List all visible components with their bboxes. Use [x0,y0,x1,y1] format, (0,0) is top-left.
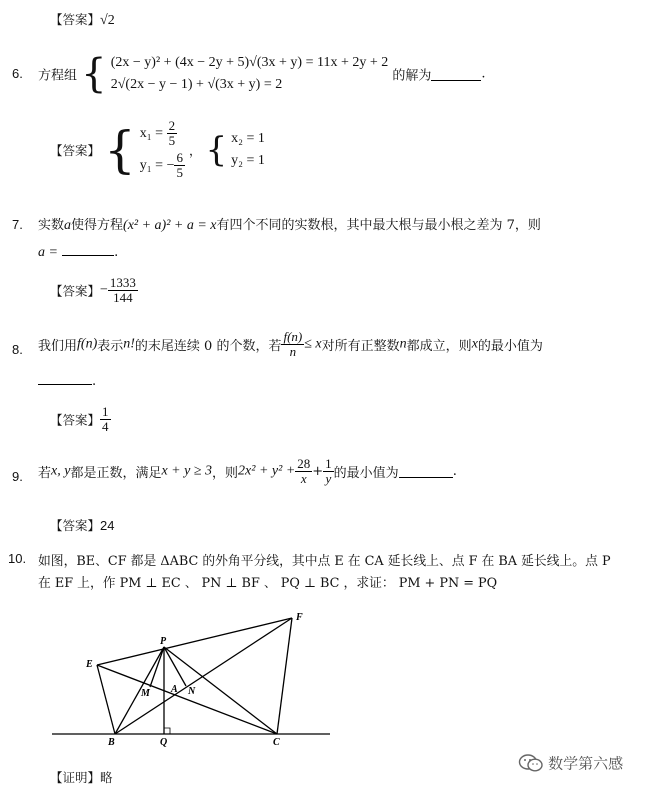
q7-answer: 【答案】− $\frac{1333}{144}$ [50,275,136,305]
q6-prefix: 方程组 [38,68,78,84]
label-p: P [160,636,167,647]
q10-line2: 在 EF 上，作 PM ⊥ EC 、 PN ⊥ BF 、 PQ ⊥ BC ，求证： PM + PN = PQ [38,576,498,591]
label-c: C [273,737,280,748]
question-number: 10. [8,551,27,566]
label-m: M [141,688,150,699]
answer-label: 【答案】 [50,283,101,299]
equation-2: 2√(2x − y − 1) + √(3x + y) = 2 [110,77,283,92]
q10-line1: 如图，BE、CF 都是 ΔABC 的外角平分线，其中点 E 在 CA 延长线上、点 F 在 BA 延长线上。点 P [38,554,611,569]
segment-bf [115,618,292,734]
segment-ef [97,618,292,665]
label-f: F [296,612,303,623]
q7-stem: 实数a使得方程(x² + a)² + a = x有四个不同的实数根，其中最大根与最小根之差为 7，则 [38,218,541,233]
question-number: 8. [12,342,23,357]
label-e: E [86,659,93,670]
label-b: B [108,737,115,748]
q7-line2: a = . [38,245,119,260]
right-angle-mark [164,728,170,734]
left-brace: { [104,121,136,179]
q9-stem: 若x, y都是正数，满足x + y ≥ 3，则2x² + y² + $\frac{28}{x}$ + $\frac{1}{y}$ 的最小值为 . [38,456,457,486]
label-n: N [188,686,196,697]
question-number: 9. [12,469,23,484]
q8-stem: 我们用f(n)表示n!的末尾连续 0 的个数，若 $\frac{f(n)}{n}$ ≤ x对所有正整数n都成立，则x的最小值为 [38,329,543,359]
proof-label: 【证明】 [50,770,101,785]
segment-pb [115,647,164,734]
equation-1: (2x − y)² + (4x − 2y + 5)√(3x + y) = 11x + 2y + 2 [110,55,389,70]
question-number: 7. [12,217,23,232]
segment-ec [97,665,277,734]
left-brace: { [81,51,107,97]
answer-label: 【答案】 [50,412,101,428]
answer-label: 【答案】 [50,143,101,158]
question-number: 6. [12,66,23,81]
segment-pn [164,647,186,686]
q9-answer: 【答案】24 [50,518,115,533]
answer-label: 【答案】 [50,12,101,27]
left-brace: { [205,130,228,170]
q8-line2: . [38,372,96,389]
wechat-icon [518,752,544,774]
proof-text: 略 [100,770,113,785]
answer-label: 【答案】 [50,518,101,533]
q8-answer: 【答案】 $\frac{1}{4}$ [50,404,109,434]
q7-equation: (x² + a)² + a = x [123,218,217,233]
segment-fc [277,618,292,734]
q6-stem: 方程组 { (2x − y)² + (4x − 2y + 5)√(3x + y) = 11x + 2y + 2 2√(2x − y − 1) + √(3x + y) = 2 的解为 . [38,51,486,97]
solution-1: x₁ = $\frac{2}{5}$ y₁ = − $\frac{6}{5}$ [139,118,183,181]
answer-value: √2 [100,13,115,28]
q10-proof [50,768,113,786]
solution-2: x₂ = 1 y₂ = 1 [231,131,265,168]
watermark [518,752,623,774]
label-a: A [171,684,178,695]
label-q: Q [160,737,168,748]
q6-answer: 【答案】 { x₁ = $\frac{2}{5}$ y₁ = − $\frac{6}{5}$ ， { x₂ = 1 y₂ = 1 [50,118,265,181]
watermark-text: 数学第六感 [548,754,624,773]
q6-suffix: 的解为 [392,68,432,84]
segment-eb [97,665,115,734]
